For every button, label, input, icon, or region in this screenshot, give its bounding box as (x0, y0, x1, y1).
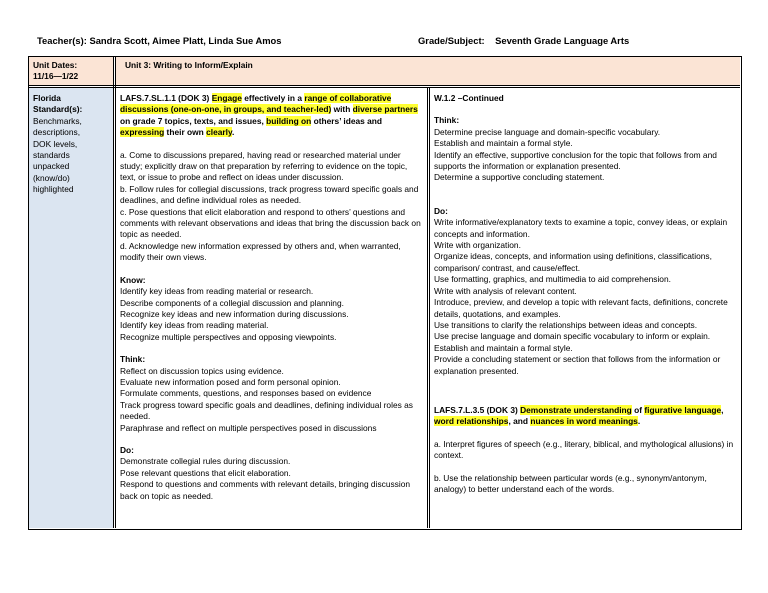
think-label: Think: (120, 354, 146, 365)
highlight: nuances in word meanings (530, 416, 638, 427)
column-divider (113, 57, 114, 528)
standards-label-cell (29, 88, 113, 528)
standard-text: others’ ideas and (311, 115, 383, 126)
standard-code: LAFS.7.L.3.5 (DOK 3) (434, 404, 521, 415)
row-divider (29, 85, 740, 86)
unit-plan-table (28, 56, 742, 530)
standard-text: of (631, 404, 645, 415)
standard-text: . (232, 127, 235, 138)
highlight: figurative language (644, 404, 722, 415)
continued-heading: W.1.2 –Continued (434, 93, 504, 103)
description-line: DOK levels, (33, 138, 78, 149)
do-item: Use transitions to clarify the relationships between ideas and concepts. (434, 319, 698, 330)
teachers-label: Teacher(s): Sandra Scott, Aimee Platt, Linda Sue Amos (37, 35, 282, 46)
sub-item: b. Use the relationship between particular words (e.g., synonym/antonym, analogy) to better understand each of the words. (434, 472, 707, 494)
column-divider (115, 57, 116, 528)
highlight: building on (266, 115, 312, 126)
sub-item: b. Follow rules for collegial discussions, track progress toward specific goals and deadlines, and define individual roles as needed. (120, 183, 419, 206)
unit-dates-label: Unit Dates: (33, 60, 78, 70)
know-item: Identify key ideas from reading material. (120, 320, 269, 331)
do-item: Use formatting, graphics, and multimedia to aid comprehension. (434, 274, 671, 285)
think-item: Reflect on discussion topics using evidence. (120, 365, 284, 376)
standards-label: Standard(s): (33, 104, 83, 115)
standard-text: with (331, 104, 353, 115)
description-line: (know/do) (33, 172, 70, 183)
think-item: Track progress toward specific goals and deadlines, defining individual roles as needed. (120, 399, 413, 422)
do-item: Introduce, preview, and develop a topic with relevant facts, definitions, concrete details, quotations, and examples. (434, 297, 728, 319)
sub-item: a. Interpret figures of speech (e.g., literary, biblical, and mythological allusions) in context. (434, 438, 734, 461)
description-line: descriptions, (33, 127, 81, 138)
standard-text: , and (508, 416, 531, 427)
think-item: Identify an effective, supportive conclusion for the topic that follows from and supports the information or explanation presented. (434, 149, 717, 172)
standard-l-3-5 (434, 405, 736, 428)
highlight: Engage (211, 93, 242, 103)
do-item: Respond to questions and comments with relevant details, bringing discussion back on topic as needed. (120, 479, 411, 501)
highlight: range of collaborative discussions (one-on-one, in groups, and teacher-led) (120, 93, 392, 115)
row-divider (29, 87, 740, 88)
do-item: Demonstrate collegial rules during discussion. (120, 456, 291, 467)
sub-item: c. Pose questions that elicit elaboration and respond to others’ questions and comments with relevant observations and ideas that bring the discussion back on topic as needed. (120, 206, 421, 240)
think-item: Establish and maintain a formal style. (434, 138, 573, 149)
description-line: highlighted (33, 184, 74, 195)
do-label: Do: (120, 444, 134, 455)
standard-text: effectively in a (241, 93, 305, 103)
highlight: clearly (206, 127, 233, 138)
do-item: Establish and maintain a formal style. (434, 342, 573, 353)
do-item: Use precise language and domain specific vocabulary to inform or explain. (434, 331, 711, 342)
description-line: unpacked (33, 161, 70, 172)
think-item: Determine precise language and domain-specific vocabulary. (434, 126, 661, 137)
column-divider (429, 88, 430, 528)
know-item: Recognize multiple perspectives and opposing viewpoints. (120, 331, 337, 342)
description-line: Benchmarks, (33, 115, 82, 126)
column-divider (427, 88, 428, 528)
middle-column (117, 88, 425, 528)
unit-dates-value: 11/16—1/22 (33, 71, 79, 82)
think-item: Determine a supportive concluding statement. (434, 172, 605, 183)
do-item: Organize ideas, concepts, and information using definitions, classifications, comparison/ contrast, and cause/effect. (434, 251, 712, 273)
do-item: Provide a concluding statement or section that follows from the information or explanation presented. (434, 354, 721, 376)
know-label: Know: (120, 274, 146, 285)
grade-subject-label: Grade/Subject: (418, 35, 485, 46)
know-item: Identify key ideas from reading material or research. (120, 286, 314, 297)
grade-subject (418, 35, 629, 46)
standard-text: . (637, 416, 641, 427)
do-label: Do: (434, 205, 448, 216)
think-item: Evaluate new information posed and form personal opinion. (120, 376, 341, 387)
unit-title-cell (115, 57, 740, 85)
standard-text: , (721, 404, 724, 415)
know-item: Recognize key ideas and new information during discussions. (120, 308, 349, 319)
do-item: Pose relevant questions that elicit elaboration. (120, 467, 291, 478)
standard-text: their own (164, 127, 207, 138)
highlight: Demonstrate understanding (520, 404, 632, 415)
unit-dates-cell (29, 57, 113, 85)
do-item: Write with analysis of relevant content. (434, 285, 577, 296)
standard-text: on grade 7 topics, texts, and issues, (120, 115, 267, 126)
do-item: Write informative/explanatory texts to examine a topic, convey ideas, or explain concepts and information. (434, 217, 728, 239)
description-line: standards (33, 150, 70, 161)
right-column (431, 88, 740, 528)
think-item: Formulate comments, questions, and responses based on evidence (120, 388, 372, 399)
think-item: Paraphrase and reflect on multiple perspectives posed in discussions (120, 422, 377, 433)
think-label: Think: (434, 115, 460, 126)
know-item: Describe components of a collegial discussion and planning. (120, 297, 344, 308)
unit-title: Unit 3: Writing to Inform/Explain (125, 60, 253, 70)
standard-sl-1-1 (120, 93, 422, 139)
florida-label: Florida (33, 93, 61, 103)
sub-item: a. Come to discussions prepared, having read or researched material under study; explicitly draw on that preparation by referring to evidence on the topic, text, or issue to probe and reflect on ideas under discussion. (120, 149, 408, 183)
sub-item: d. Acknowledge new information expressed by others and, when warranted, modify their own views. (120, 240, 401, 263)
standard-code: LAFS.7.SL.1.1 (DOK 3) (120, 93, 212, 103)
highlight: expressing (120, 127, 165, 138)
grade-subject-value: Seventh Grade Language Arts (495, 35, 630, 46)
highlight: word relationships (434, 416, 509, 427)
highlight: diverse partners (352, 104, 418, 115)
do-item: Write with organization. (434, 240, 521, 251)
